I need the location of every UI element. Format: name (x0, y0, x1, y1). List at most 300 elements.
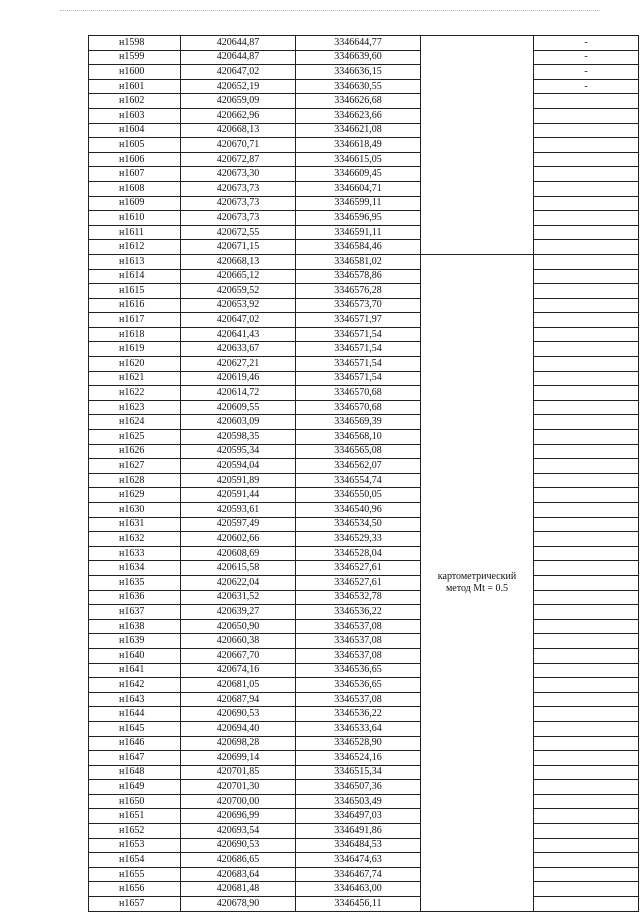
point-name-cell (89, 751, 181, 766)
x-coordinate: 420696,99 (181, 809, 296, 824)
x-coordinate: 420673,73 (181, 196, 296, 211)
note-cell (534, 240, 639, 255)
x-coordinate: 420665,12 (181, 269, 296, 284)
method-text-line1: картометрический (437, 570, 517, 582)
y-coordinate: 3346537,08 (296, 619, 421, 634)
point-name-cell (89, 36, 181, 51)
y-coordinate: 3346534,50 (296, 517, 421, 532)
x-coordinate: 420673,30 (181, 167, 296, 182)
note-cell (534, 663, 639, 678)
point-name: н1604 (119, 124, 145, 136)
y-coordinate: 3346536,22 (296, 707, 421, 722)
table-row (89, 444, 639, 459)
y-coordinate: 3346570,68 (296, 386, 421, 401)
note-cell (534, 269, 639, 284)
table-row (89, 707, 639, 722)
point-name-cell (89, 546, 181, 561)
note-cell (534, 853, 639, 868)
x-coordinate: 420644,87 (181, 36, 296, 51)
point-name: н1642 (119, 678, 145, 690)
y-coordinate: 3346618,49 (296, 138, 421, 153)
note-cell (534, 357, 639, 372)
point-name-cell (89, 181, 181, 196)
x-coordinate: 420659,52 (181, 284, 296, 299)
note-cell (534, 678, 639, 693)
note-cell: - (534, 50, 639, 65)
x-coordinate: 420668,13 (181, 254, 296, 269)
x-coordinate: 420694,40 (181, 721, 296, 736)
table-row (89, 751, 639, 766)
note-cell: - (534, 79, 639, 94)
note-cell (534, 882, 639, 897)
note-cell (534, 692, 639, 707)
point-name-cell (89, 357, 181, 372)
note-cell (534, 415, 639, 430)
y-coordinate: 3346569,39 (296, 415, 421, 430)
y-coordinate: 3346591,11 (296, 225, 421, 240)
point-name: н1601 (119, 80, 145, 92)
x-coordinate: 420619,46 (181, 371, 296, 386)
point-name-cell (89, 648, 181, 663)
coordinates-table (88, 35, 639, 912)
point-name: н1634 (119, 562, 145, 574)
table-row (89, 167, 639, 182)
table-row (89, 415, 639, 430)
y-coordinate: 3346497,03 (296, 809, 421, 824)
note-cell (534, 575, 639, 590)
point-name: н1643 (119, 693, 145, 705)
table-row (89, 327, 639, 342)
table-row (89, 648, 639, 663)
table-row (89, 780, 639, 795)
note-cell (534, 824, 639, 839)
point-name-cell (89, 590, 181, 605)
table-row (89, 181, 639, 196)
point-name-cell (89, 108, 181, 123)
x-coordinate: 420681,48 (181, 882, 296, 897)
x-coordinate: 420681,05 (181, 678, 296, 693)
point-name-cell (89, 327, 181, 342)
table-row (89, 108, 639, 123)
point-name: н1620 (119, 357, 145, 369)
point-name-cell (89, 634, 181, 649)
y-coordinate: 3346536,22 (296, 605, 421, 620)
point-name-cell (89, 400, 181, 415)
point-name-cell (89, 503, 181, 518)
point-name: н1608 (119, 182, 145, 194)
table-row (89, 357, 639, 372)
y-coordinate: 3346467,74 (296, 867, 421, 882)
point-name: н1647 (119, 751, 145, 763)
note-cell (534, 254, 639, 269)
point-name-cell (89, 211, 181, 226)
point-name-cell (89, 430, 181, 445)
point-name: н1611 (119, 226, 144, 238)
x-coordinate: 420660,38 (181, 634, 296, 649)
point-name: н1614 (119, 270, 145, 282)
y-coordinate: 3346609,45 (296, 167, 421, 182)
y-coordinate: 3346463,00 (296, 882, 421, 897)
point-name-cell (89, 342, 181, 357)
point-name-cell (89, 517, 181, 532)
point-name-cell (89, 867, 181, 882)
note-cell (534, 138, 639, 153)
table-row (89, 254, 639, 269)
table-row (89, 503, 639, 518)
y-coordinate: 3346507,36 (296, 780, 421, 795)
point-name-cell (89, 663, 181, 678)
y-coordinate: 3346524,16 (296, 751, 421, 766)
x-coordinate: 420662,96 (181, 108, 296, 123)
y-coordinate: 3346515,34 (296, 765, 421, 780)
point-name-cell (89, 678, 181, 693)
table-row (89, 430, 639, 445)
point-name-cell (89, 575, 181, 590)
point-name: н1631 (119, 518, 145, 530)
y-coordinate: 3346532,78 (296, 590, 421, 605)
point-name-cell (89, 123, 181, 138)
point-name-cell (89, 897, 181, 912)
table-row (89, 532, 639, 547)
x-coordinate: 420678,90 (181, 897, 296, 912)
table-row (89, 473, 639, 488)
x-coordinate: 420615,58 (181, 561, 296, 576)
x-coordinate: 420699,14 (181, 751, 296, 766)
point-name-cell (89, 853, 181, 868)
note-cell (534, 897, 639, 912)
table-row (89, 619, 639, 634)
point-name: н1648 (119, 766, 145, 778)
x-coordinate: 420700,00 (181, 794, 296, 809)
table-row (89, 196, 639, 211)
point-name: н1602 (119, 95, 145, 107)
note-cell (534, 181, 639, 196)
table-row (89, 386, 639, 401)
y-coordinate: 3346484,53 (296, 838, 421, 853)
note-cell (534, 546, 639, 561)
note-cell (534, 561, 639, 576)
y-coordinate: 3346576,28 (296, 284, 421, 299)
method-cell-empty (421, 36, 534, 255)
point-name: н1616 (119, 299, 145, 311)
y-coordinate: 3346604,71 (296, 181, 421, 196)
point-name: н1626 (119, 445, 145, 457)
point-name: н1603 (119, 109, 145, 121)
note-cell (534, 327, 639, 342)
note-cell (534, 721, 639, 736)
point-name-cell (89, 415, 181, 430)
x-coordinate: 420701,30 (181, 780, 296, 795)
point-name: н1607 (119, 168, 145, 180)
point-name-cell (89, 138, 181, 153)
y-coordinate: 3346503,49 (296, 794, 421, 809)
x-coordinate: 420603,09 (181, 415, 296, 430)
point-name: н1637 (119, 605, 145, 617)
point-name: н1633 (119, 547, 145, 559)
y-coordinate: 3346562,07 (296, 459, 421, 474)
point-name: н1640 (119, 649, 145, 661)
x-coordinate: 420593,61 (181, 503, 296, 518)
table-row (89, 225, 639, 240)
note-cell (534, 94, 639, 109)
x-coordinate: 420670,71 (181, 138, 296, 153)
x-coordinate: 420591,44 (181, 488, 296, 503)
x-coordinate: 420609,55 (181, 400, 296, 415)
point-name: н1649 (119, 781, 145, 793)
point-name-cell (89, 371, 181, 386)
x-coordinate: 420647,02 (181, 313, 296, 328)
y-coordinate: 3346636,15 (296, 65, 421, 80)
method-cell (421, 254, 534, 911)
note-cell (534, 284, 639, 299)
note-cell (534, 517, 639, 532)
point-name: н1609 (119, 197, 145, 209)
note-cell (534, 167, 639, 182)
point-name-cell (89, 254, 181, 269)
x-coordinate: 420602,66 (181, 532, 296, 547)
table-row (89, 590, 639, 605)
table-row (89, 678, 639, 693)
table-row (89, 838, 639, 853)
point-name-cell (89, 298, 181, 313)
table-row (89, 123, 639, 138)
x-coordinate: 420673,73 (181, 181, 296, 196)
point-name: н1638 (119, 620, 145, 632)
note-cell (534, 152, 639, 167)
table-row (89, 605, 639, 620)
y-coordinate: 3346533,64 (296, 721, 421, 736)
x-coordinate: 420608,69 (181, 546, 296, 561)
y-coordinate: 3346529,33 (296, 532, 421, 547)
point-name-cell (89, 882, 181, 897)
table-row (89, 313, 639, 328)
y-coordinate: 3346571,54 (296, 371, 421, 386)
point-name-cell (89, 386, 181, 401)
y-coordinate: 3346623,66 (296, 108, 421, 123)
x-coordinate: 420639,27 (181, 605, 296, 620)
point-name: н1627 (119, 460, 145, 472)
point-name: н1654 (119, 854, 145, 866)
point-name-cell (89, 780, 181, 795)
y-coordinate: 3346571,54 (296, 357, 421, 372)
point-name: н1655 (119, 868, 145, 880)
x-coordinate: 420647,02 (181, 65, 296, 80)
table-row (89, 269, 639, 284)
x-coordinate: 420690,53 (181, 707, 296, 722)
note-cell (534, 298, 639, 313)
table-row (89, 765, 639, 780)
y-coordinate: 3346581,02 (296, 254, 421, 269)
table-row (89, 138, 639, 153)
point-name: н1652 (119, 824, 145, 836)
point-name-cell (89, 561, 181, 576)
table-row (89, 824, 639, 839)
table-row (89, 794, 639, 809)
point-name-cell (89, 809, 181, 824)
note-cell (534, 605, 639, 620)
point-name: н1618 (119, 328, 145, 340)
y-coordinate: 3346596,95 (296, 211, 421, 226)
table-row (89, 240, 639, 255)
point-name-cell (89, 794, 181, 809)
note-cell (534, 648, 639, 663)
point-name-cell (89, 269, 181, 284)
note-cell (534, 503, 639, 518)
coordinates-table-body (89, 36, 639, 912)
table-row (89, 488, 639, 503)
table-row (89, 867, 639, 882)
x-coordinate: 420690,53 (181, 838, 296, 853)
note-cell (534, 459, 639, 474)
point-name: н1615 (119, 284, 145, 296)
table-row (89, 400, 639, 415)
point-name: н1622 (119, 387, 145, 399)
point-name: н1605 (119, 138, 145, 150)
note-cell (534, 386, 639, 401)
point-name-cell (89, 152, 181, 167)
point-name-cell (89, 313, 181, 328)
point-name-cell (89, 692, 181, 707)
x-coordinate: 420673,73 (181, 211, 296, 226)
point-name-cell (89, 65, 181, 80)
table-row (89, 692, 639, 707)
point-name: н1600 (119, 65, 145, 77)
y-coordinate: 3346626,68 (296, 94, 421, 109)
point-name: н1606 (119, 153, 145, 165)
note-cell (534, 473, 639, 488)
point-name: н1651 (119, 810, 145, 822)
y-coordinate: 3346456,11 (296, 897, 421, 912)
x-coordinate: 420627,21 (181, 357, 296, 372)
x-coordinate: 420598,35 (181, 430, 296, 445)
point-name-cell (89, 240, 181, 255)
y-coordinate: 3346536,65 (296, 663, 421, 678)
x-coordinate: 420674,16 (181, 663, 296, 678)
y-coordinate: 3346537,08 (296, 692, 421, 707)
y-coordinate: 3346527,61 (296, 575, 421, 590)
note-cell (534, 108, 639, 123)
point-name-cell (89, 196, 181, 211)
point-name-cell (89, 707, 181, 722)
note-cell (534, 430, 639, 445)
point-name-cell (89, 605, 181, 620)
x-coordinate: 420650,90 (181, 619, 296, 634)
note-cell (534, 488, 639, 503)
y-coordinate: 3346570,68 (296, 400, 421, 415)
table-row (89, 36, 639, 51)
point-name-cell (89, 532, 181, 547)
x-coordinate: 420668,13 (181, 123, 296, 138)
point-name-cell (89, 50, 181, 65)
point-name: н1623 (119, 401, 145, 413)
y-coordinate: 3346599,11 (296, 196, 421, 211)
table-row (89, 79, 639, 94)
point-name: н1657 (119, 897, 145, 909)
x-coordinate: 420672,87 (181, 152, 296, 167)
x-coordinate: 420693,54 (181, 824, 296, 839)
table-row (89, 634, 639, 649)
x-coordinate: 420672,55 (181, 225, 296, 240)
x-coordinate: 420595,34 (181, 444, 296, 459)
y-coordinate: 3346584,46 (296, 240, 421, 255)
table-row (89, 809, 639, 824)
note-cell (534, 867, 639, 882)
point-name: н1628 (119, 474, 145, 486)
table-row (89, 663, 639, 678)
x-coordinate: 420687,94 (181, 692, 296, 707)
point-name: н1632 (119, 532, 145, 544)
note-cell: - (534, 36, 639, 51)
y-coordinate: 3346571,54 (296, 327, 421, 342)
y-coordinate: 3346491,86 (296, 824, 421, 839)
point-name: н1619 (119, 343, 145, 355)
table-row (89, 371, 639, 386)
x-coordinate: 420594,04 (181, 459, 296, 474)
page-header-rule (60, 10, 600, 13)
point-name-cell (89, 736, 181, 751)
x-coordinate: 420597,49 (181, 517, 296, 532)
table-row (89, 211, 639, 226)
point-name-cell (89, 721, 181, 736)
table-row (89, 94, 639, 109)
table-row (89, 284, 639, 299)
point-name: н1639 (119, 635, 145, 647)
table-row (89, 575, 639, 590)
y-coordinate: 3346644,77 (296, 36, 421, 51)
point-name-cell (89, 824, 181, 839)
note-cell (534, 809, 639, 824)
y-coordinate: 3346550,05 (296, 488, 421, 503)
point-name: н1650 (119, 795, 145, 807)
table-row (89, 736, 639, 751)
table-row (89, 721, 639, 736)
y-coordinate: 3346571,97 (296, 313, 421, 328)
point-name: н1598 (119, 36, 145, 48)
table-row (89, 897, 639, 912)
point-name: н1613 (119, 255, 145, 267)
y-coordinate: 3346578,86 (296, 269, 421, 284)
point-name-cell (89, 79, 181, 94)
note-cell (534, 444, 639, 459)
x-coordinate: 420686,65 (181, 853, 296, 868)
note-cell (534, 590, 639, 605)
method-text-line2: метод Mt = 0.5 (445, 582, 509, 594)
table-row (89, 546, 639, 561)
y-coordinate: 3346621,08 (296, 123, 421, 138)
y-coordinate: 3346474,63 (296, 853, 421, 868)
point-name-cell (89, 225, 181, 240)
note-cell (534, 313, 639, 328)
y-coordinate: 3346528,04 (296, 546, 421, 561)
x-coordinate: 420614,72 (181, 386, 296, 401)
point-name-cell (89, 167, 181, 182)
point-name: н1617 (119, 314, 145, 326)
table-row (89, 65, 639, 80)
note-cell (534, 707, 639, 722)
x-coordinate: 420659,09 (181, 94, 296, 109)
x-coordinate: 420633,67 (181, 342, 296, 357)
x-coordinate: 420591,89 (181, 473, 296, 488)
point-name: н1621 (119, 372, 145, 384)
y-coordinate: 3346537,08 (296, 648, 421, 663)
x-coordinate: 420622,04 (181, 575, 296, 590)
point-name: н1641 (119, 664, 145, 676)
point-name-cell (89, 619, 181, 634)
note-cell (534, 751, 639, 766)
x-coordinate: 420653,92 (181, 298, 296, 313)
y-coordinate: 3346630,55 (296, 79, 421, 94)
point-name-cell (89, 459, 181, 474)
